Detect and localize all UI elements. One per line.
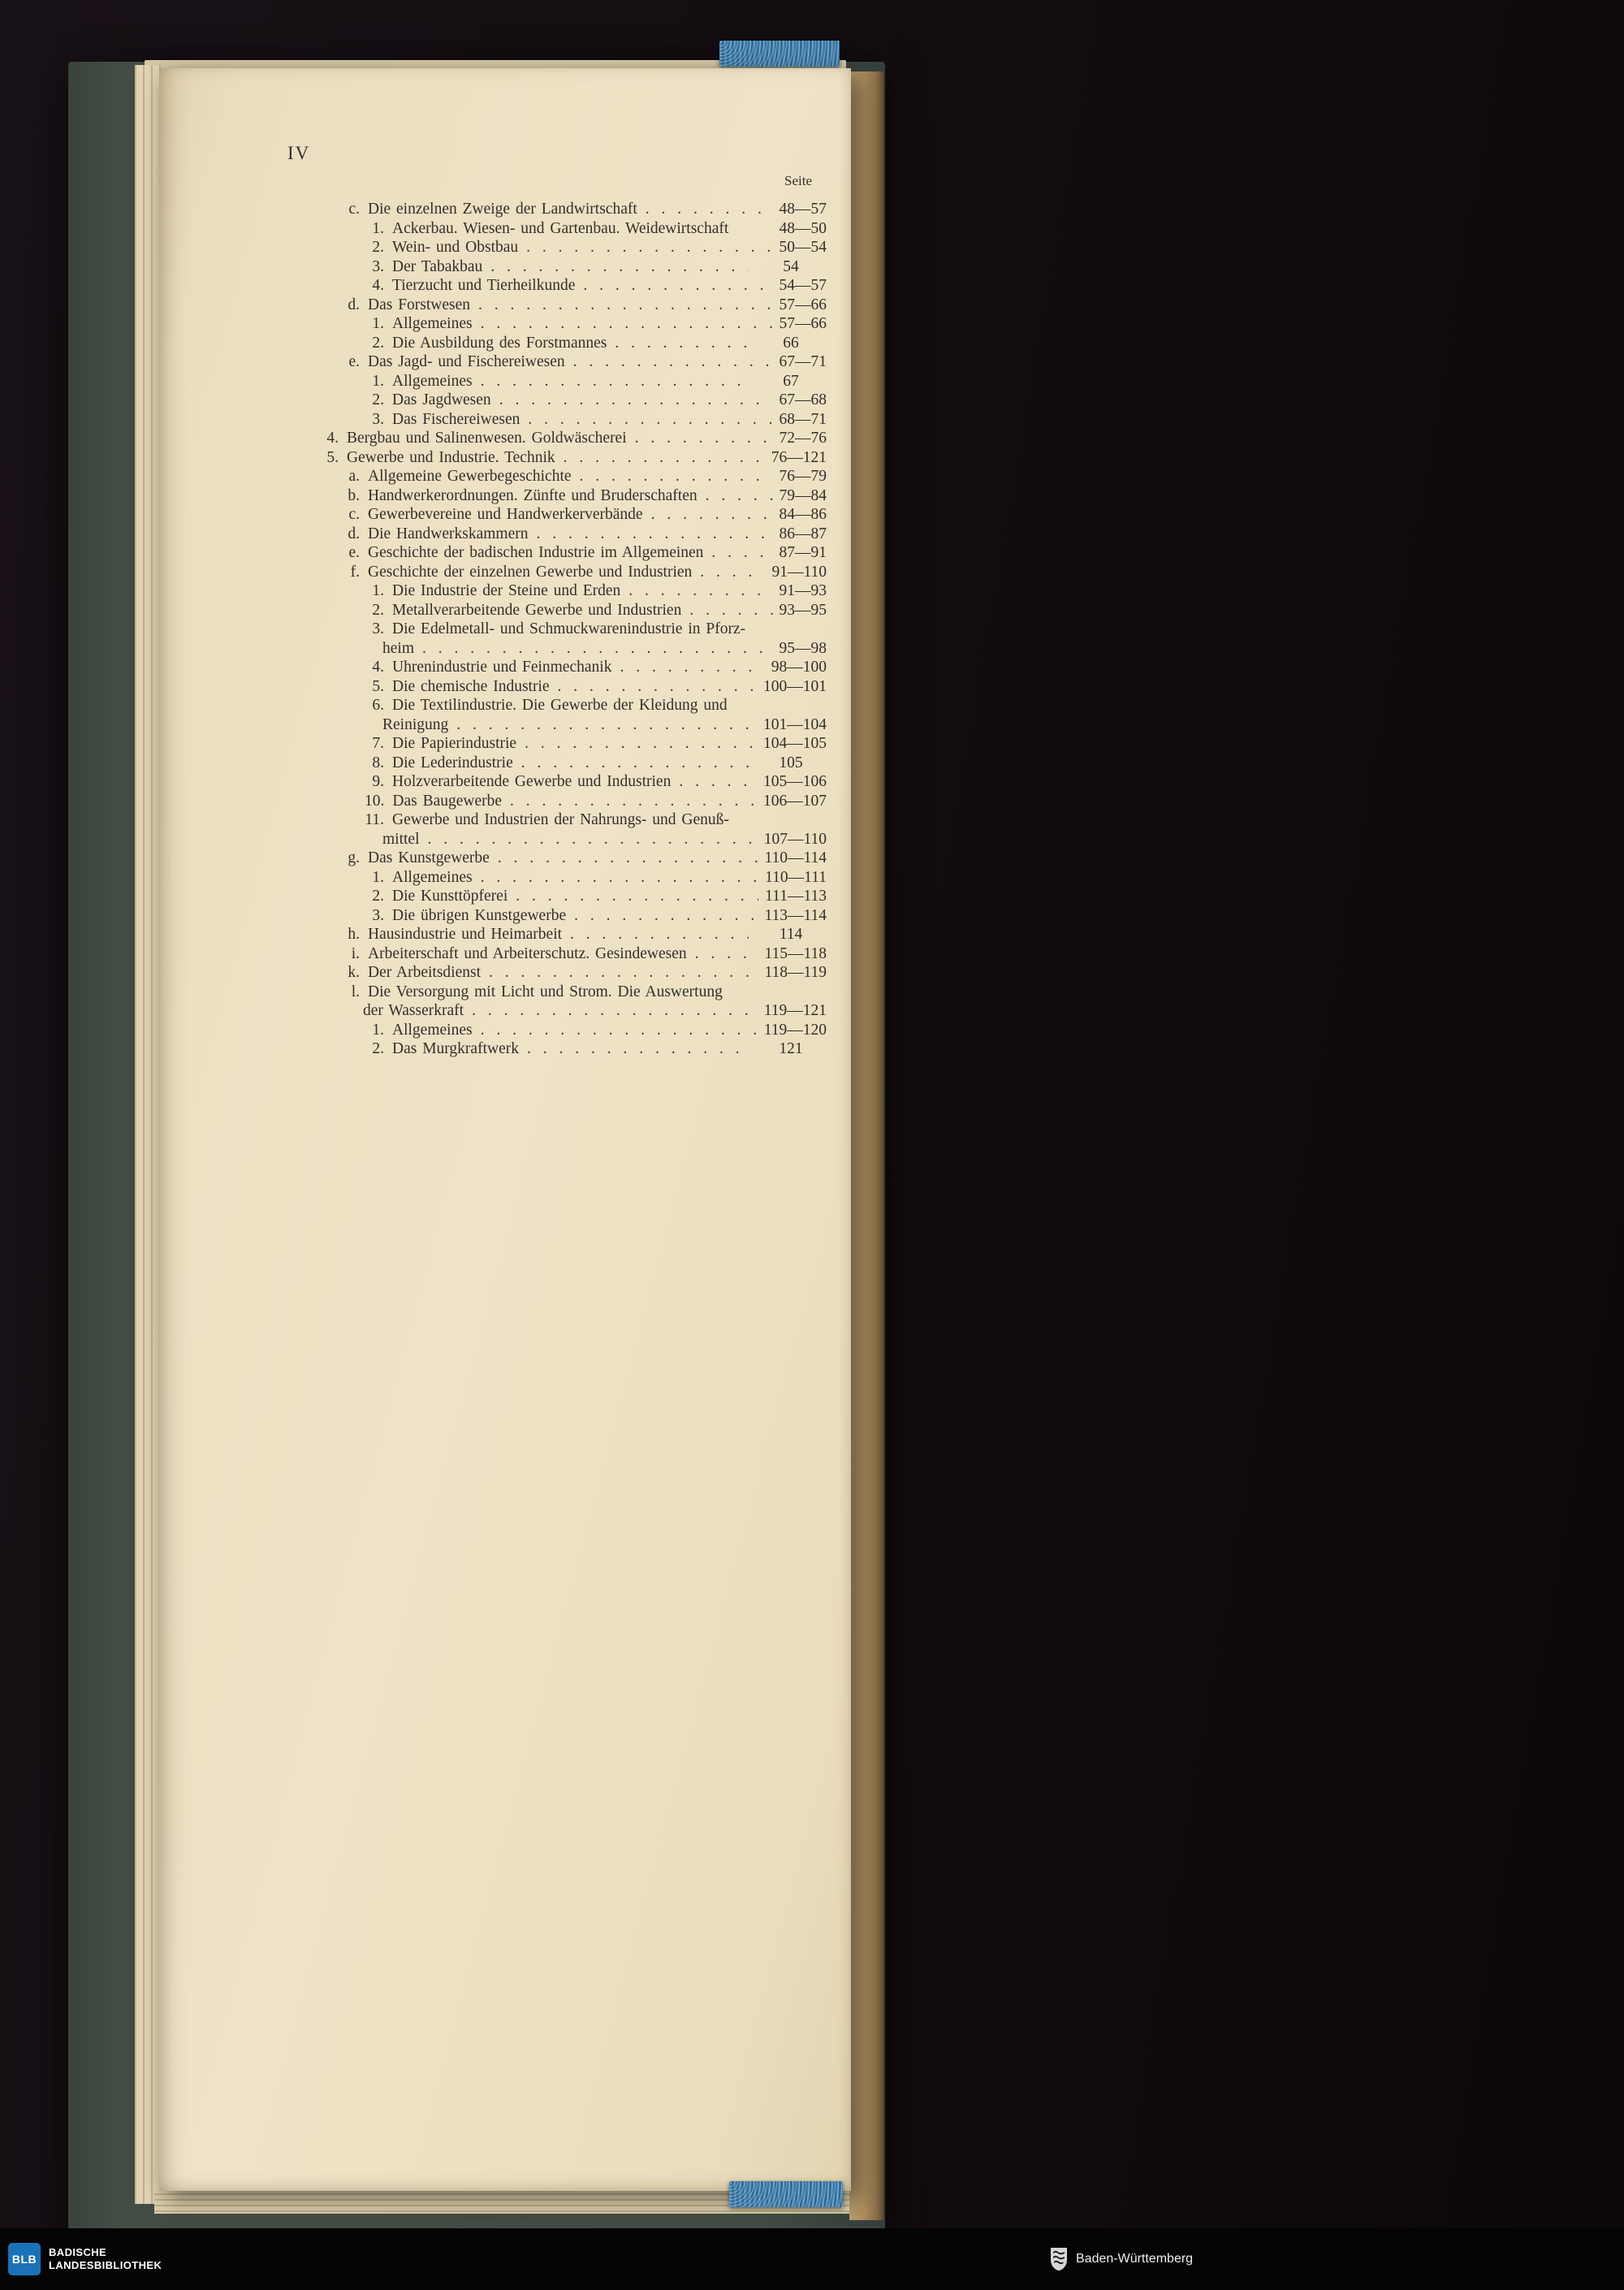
toc-entry-number: k. [348, 964, 360, 981]
toc-leader-dots [490, 257, 749, 277]
toc-row [319, 925, 827, 944]
toc-page-number: 98—100 [771, 659, 827, 676]
toc-entry-text: Uhrenindustrie und Feinmechanik [392, 659, 612, 676]
toc-entry-text: Das Baugewerbe [392, 792, 503, 810]
blb-logo-icon: BLB [8, 2243, 41, 2275]
toc-row [319, 658, 827, 677]
toc-row [319, 505, 827, 525]
library-footer-bar [0, 2228, 1624, 2290]
toc-entry-text: Das Kunstgewerbe [368, 849, 490, 866]
toc-entry-number: 3. [372, 410, 384, 428]
toc-row [319, 238, 827, 257]
toc-row [319, 581, 827, 601]
toc-row [319, 219, 827, 239]
toc-leader-dots [679, 772, 757, 792]
toc-entry-number: 2. [372, 1040, 384, 1057]
toc-entry-text: Ackerbau. Wiesen- und Gartenbau. Weidewirtschaft [392, 219, 729, 237]
toc-page-number: 114 [779, 926, 803, 943]
toc-entry-text: Hausindustrie und Heimarbeit [368, 926, 563, 943]
toc-leader-dots [481, 314, 773, 334]
toc-leader-dots [573, 352, 773, 372]
toc-entry-number: h. [348, 926, 360, 943]
toc-page-number: 91—110 [771, 563, 827, 581]
toc-entry-number: 8. [372, 754, 384, 771]
toc-entry-text: Das Murgkraftwerk [392, 1040, 519, 1057]
toc-page-number: 100—101 [763, 677, 827, 695]
toc-row [319, 372, 827, 391]
toc-leader-dots [510, 792, 757, 811]
toc-entry-text: Das Forstwesen [368, 296, 471, 313]
library-branding [8, 2228, 162, 2290]
toc-row [319, 352, 827, 372]
toc-entry-text: Die Papierindustrie [392, 735, 517, 752]
toc-page-number: 48—50 [779, 219, 827, 237]
toc-entry-text: Reinigung [382, 715, 449, 733]
toc-entry-number: 3. [372, 257, 384, 275]
toc-row [319, 276, 827, 296]
toc-page-number: 87—91 [779, 544, 827, 561]
scanned-page [159, 68, 851, 2191]
toc-leader-dots [525, 734, 757, 754]
toc-row [319, 543, 827, 563]
toc-entry-number: 5. [372, 677, 384, 695]
toc-row [319, 677, 827, 697]
toc-entry-text: Die Handwerkskammern [368, 525, 529, 542]
toc-entry-number: e. [348, 544, 360, 561]
toc-row [319, 486, 827, 506]
toc-entry-number: a. [348, 468, 360, 485]
toc-entry-text: Das Jagdwesen [392, 391, 491, 408]
toc-entry-number: 1. [372, 315, 384, 332]
toc-leader-dots [695, 944, 758, 964]
toc-leader-dots [499, 391, 773, 410]
toc-entry-text: Die chemische Industrie [392, 677, 550, 695]
toc-entry-number: 4. [372, 277, 384, 294]
toc-leader-dots [564, 448, 765, 468]
region-branding [1049, 2228, 1193, 2290]
toc-page-number: 57—66 [779, 315, 827, 332]
toc-leader-dots [558, 677, 757, 697]
toc-entry-text: Metallverarbeitende Gewerbe und Industrien [392, 601, 682, 619]
toc-entry-text: heim [382, 639, 414, 657]
toc-leader-dots [481, 372, 749, 391]
toc-row [319, 810, 827, 830]
toc-entry-number: 6. [372, 697, 384, 714]
toc-entry-text: Gewerbevereine und Handwerkerverbände [368, 506, 643, 523]
toc-entry-number: 3. [372, 906, 384, 924]
toc-leader-dots [516, 887, 758, 906]
toc-page-number: 91—93 [779, 582, 827, 599]
toc-entry-number: 1. [372, 1021, 384, 1039]
toc-leader-dots [428, 830, 758, 849]
toc-row [319, 887, 827, 906]
toc-page-number: 67 [783, 372, 799, 390]
toc-entry-text: Allgemeines [392, 1021, 473, 1039]
toc-entry-number: c. [348, 201, 360, 218]
toc-page-number: 67—68 [779, 391, 827, 408]
toc-page-number: 105 [779, 754, 803, 771]
toc-row [319, 467, 827, 486]
toc-row [319, 830, 827, 849]
toc-entry-text: Das Jagd- und Fischereiwesen [368, 353, 565, 370]
toc-leader-dots [620, 658, 764, 677]
toc-entry-number: 4. [372, 659, 384, 676]
toc-page-number: 118—119 [764, 964, 827, 981]
toc-row [319, 410, 827, 430]
toc-entry-number: 11. [365, 811, 384, 828]
toc-row [319, 314, 827, 334]
toc-entry-text: Die Textilindustrie. Die Gewerbe der Kleidung und [392, 697, 728, 714]
toc-page-number: 67—71 [779, 353, 827, 370]
toc-page-number: 54—57 [779, 277, 827, 294]
toc-entry-number: d. [348, 525, 360, 542]
toc-entry-text: Die Edelmetall- und Schmuckwarenindustrie in Pforz- [392, 620, 746, 637]
toc-leader-dots [700, 563, 765, 582]
toc-row [319, 1021, 827, 1040]
toc-leader-dots [570, 925, 749, 944]
toc-leader-dots [574, 906, 758, 926]
toc-page-number: 54 [783, 257, 799, 275]
toc-leader-dots [635, 429, 773, 448]
toc-page-number: 111—113 [765, 888, 827, 905]
toc-leader-dots [521, 754, 749, 773]
toc-entry-text: Das Fischereiwesen [392, 410, 520, 428]
toc-entry-number: i. [351, 944, 360, 962]
toc-page-number: 76—121 [771, 448, 827, 466]
toc-row [319, 525, 827, 544]
toc-row [319, 944, 827, 964]
toc-entry-text: Arbeiterschaft und Arbeiterschutz. Gesindewesen [368, 944, 687, 962]
toc-page-number: 104—105 [763, 735, 827, 752]
toc-leader-dots [481, 1021, 758, 1040]
book-fore-edge [849, 71, 883, 2220]
toc-entry-text: Tierzucht und Tierheilkunde [392, 277, 576, 294]
toc-leader-dots [478, 296, 772, 315]
library-name-line2: LANDESBIBLIOTHEK [49, 2259, 162, 2271]
toc-rows-container [319, 200, 827, 1059]
table-of-contents [319, 172, 827, 1059]
toc-row [319, 868, 827, 888]
toc-entry-number: 4. [326, 430, 339, 447]
toc-row [319, 200, 827, 219]
toc-entry-text: Allgemeines [392, 315, 473, 332]
toc-entry-text: Die Lederindustrie [392, 754, 513, 771]
toc-entry-number: 2. [372, 888, 384, 905]
toc-page-number: 66 [783, 334, 799, 352]
toc-page-number: 72—76 [779, 430, 827, 447]
toc-row [319, 734, 827, 754]
coat-of-arms-icon [1049, 2247, 1069, 2271]
toc-entry-number: d. [348, 296, 360, 313]
toc-page-number: 113—114 [764, 906, 827, 924]
toc-entry-text: Allgemeine Gewerbegeschichte [368, 468, 572, 485]
toc-entry-number: 2. [372, 601, 384, 619]
library-name-line1: BADISCHE [49, 2246, 107, 2258]
toc-entry-text: Allgemeines [392, 868, 473, 886]
toc-leader-dots [526, 238, 772, 257]
toc-page-number: 68—71 [779, 410, 827, 428]
toc-entry-text: Allgemeines [392, 372, 473, 390]
toc-page-number: 101—104 [763, 715, 827, 733]
toc-leader-dots [527, 1039, 749, 1059]
toc-row [319, 334, 827, 353]
toc-entry-number: 3. [372, 620, 384, 637]
toc-entry-number: 9. [372, 773, 384, 790]
toc-page-number: 119—120 [763, 1021, 827, 1039]
toc-entry-text: mittel [382, 830, 420, 848]
toc-leader-dots [456, 715, 757, 735]
toc-leader-dots [628, 581, 772, 601]
toc-entry-text: Bergbau und Salinenwesen. Goldwäscherei [347, 430, 627, 447]
toc-entry-text: Die einzelnen Zweige der Landwirtschaft [368, 201, 637, 218]
toc-row [319, 1039, 827, 1059]
toc-entry-number: 5. [326, 448, 339, 466]
toc-entry-text: Die Ausbildung des Forstmannes [392, 334, 607, 352]
toc-page-number: 107—110 [763, 830, 827, 848]
page-stack-left-edge [135, 65, 161, 2204]
toc-row [319, 772, 827, 792]
toc-row [319, 296, 827, 315]
library-name [49, 2246, 162, 2272]
toc-leader-dots [489, 963, 758, 983]
toc-leader-dots [528, 410, 772, 430]
bookmark-ribbon-bottom [729, 2181, 843, 2207]
toc-leader-dots [472, 1001, 758, 1021]
toc-page-number: 115—118 [764, 944, 827, 962]
toc-entry-number: 1. [372, 868, 384, 886]
toc-leader-dots [706, 486, 773, 506]
toc-leader-dots [422, 639, 773, 659]
page-number-roman: IV [287, 143, 311, 163]
toc-entry-text: Geschichte der badischen Industrie im Allgemeinen [368, 544, 704, 561]
toc-leader-dots [646, 200, 773, 219]
toc-row [319, 639, 827, 659]
toc-row [319, 696, 827, 715]
toc-entry-number: b. [348, 486, 360, 504]
toc-entry-number: 2. [372, 391, 384, 408]
toc-leader-dots [689, 601, 772, 620]
toc-page-number: 110—114 [764, 849, 827, 866]
toc-row [319, 257, 827, 277]
toc-leader-dots [580, 467, 773, 486]
toc-page-number: 110—111 [765, 868, 827, 886]
toc-entry-text: Wein- und Obstbau [392, 239, 519, 256]
toc-leader-dots [583, 276, 772, 296]
toc-row [319, 983, 827, 1002]
toc-row [319, 601, 827, 620]
toc-row [319, 849, 827, 868]
toc-entry-number: l. [351, 983, 360, 1000]
toc-leader-dots [498, 849, 758, 868]
toc-page-number: 79—84 [779, 486, 827, 504]
toc-page-number: 106—107 [763, 792, 827, 810]
toc-entry-number: 1. [372, 582, 384, 599]
toc-row [319, 1001, 827, 1021]
toc-entry-text: Der Tabakbau [392, 257, 483, 275]
toc-row [319, 391, 827, 410]
toc-entry-number: 7. [372, 735, 384, 752]
toc-entry-number: g. [348, 849, 360, 866]
toc-page-number: 95—98 [779, 639, 827, 657]
toc-leader-dots [651, 505, 773, 525]
toc-entry-number: f. [350, 563, 360, 581]
toc-entry-number: 10. [365, 792, 385, 810]
toc-page-number: 50—54 [779, 239, 827, 256]
toc-entry-text: der Wasserkraft [363, 1002, 464, 1019]
toc-leader-dots [615, 334, 749, 353]
region-label: Baden-Württemberg [1076, 2252, 1194, 2266]
toc-leader-dots [536, 525, 772, 544]
toc-entry-text: Geschichte der einzelnen Gewerbe und Industrien [368, 563, 693, 581]
toc-leader-dots [711, 543, 772, 563]
toc-entry-number: 2. [372, 239, 384, 256]
toc-page-number: 121 [779, 1040, 803, 1057]
toc-entry-number: c. [348, 506, 360, 523]
toc-row [319, 792, 827, 811]
toc-entry-number: 1. [372, 372, 384, 390]
toc-row [319, 754, 827, 773]
toc-row [319, 620, 827, 639]
toc-page-number: 57—66 [779, 296, 827, 313]
toc-entry-number: 1. [372, 219, 384, 237]
toc-entry-text: Die Versorgung mit Licht und Strom. Die Auswertung [368, 983, 723, 1000]
toc-row [319, 448, 827, 468]
toc-page-number: 86—87 [779, 525, 827, 542]
toc-row [319, 429, 827, 448]
toc-page-number: 48—57 [779, 201, 827, 218]
toc-row [319, 963, 827, 983]
toc-leader-dots [481, 868, 759, 888]
toc-entry-text: Handwerkerordnungen. Zünfte und Bruderschaften [368, 486, 698, 504]
toc-entry-text: Die übrigen Kunstgewerbe [392, 906, 567, 924]
toc-entry-text: Die Kunsttöpferei [392, 888, 508, 905]
toc-entry-number: 2. [372, 334, 384, 352]
toc-entry-text: Holzverarbeitende Gewerbe und Industrien [392, 773, 672, 790]
toc-row [319, 563, 827, 582]
toc-page-number: 84—86 [779, 506, 827, 523]
toc-entry-text: Gewerbe und Industrie. Technik [347, 448, 555, 466]
toc-entry-text: Der Arbeitsdienst [368, 964, 482, 981]
bookmark-ribbon-top [719, 41, 840, 67]
toc-page-number: 76—79 [779, 468, 827, 485]
toc-entry-text: Die Industrie der Steine und Erden [392, 582, 621, 599]
toc-page-number: 119—121 [763, 1002, 827, 1019]
toc-entry-text: Gewerbe und Industrien der Nahrungs- und Genuß- [392, 811, 729, 828]
toc-entry-number: e. [348, 353, 360, 370]
toc-page-number: 105—106 [763, 773, 827, 790]
toc-row [319, 715, 827, 735]
page-column-header: Seite [784, 173, 812, 188]
toc-row [319, 906, 827, 926]
toc-page-number: 93—95 [779, 601, 827, 619]
